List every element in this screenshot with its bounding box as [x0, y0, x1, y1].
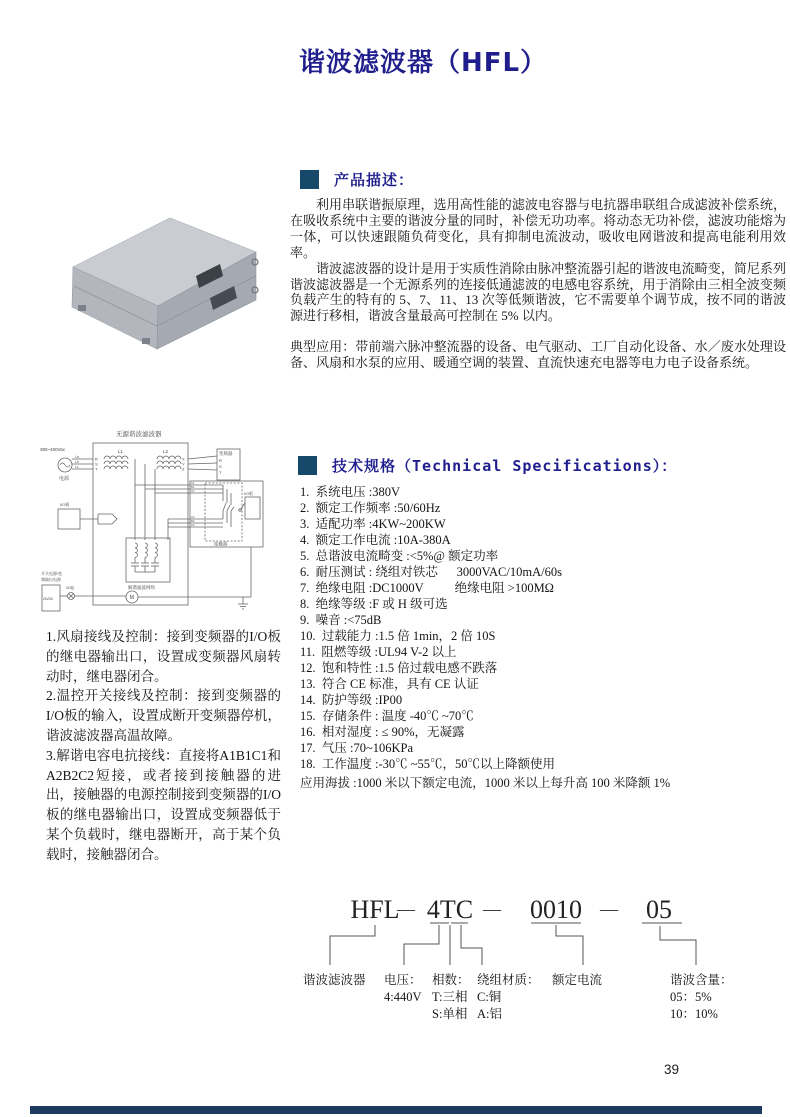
spec-item: 15. 存储条件 : 温度 -40℃ ~70℃: [300, 709, 474, 723]
phase-label: La: [75, 455, 79, 459]
spec-item: 9. 噪音 :<75dB: [300, 613, 382, 627]
connector-voltage: [404, 925, 439, 965]
model-label-voltage: 电压： 4:440V: [384, 973, 422, 1004]
vfd-label: 变频器: [219, 451, 233, 456]
io-board-box: [245, 497, 260, 519]
terminal-a1: A1: [191, 481, 195, 485]
motor-label: M: [129, 595, 134, 602]
model-dash: —: [483, 899, 501, 919]
wiring-notes: [46, 627, 281, 865]
spec-item: 1. 系统电压 :380V: [300, 485, 401, 499]
spec-item: 11. 阻燃等级 :UL94 V-2 以上: [300, 645, 457, 659]
inductor-label-L1: L1: [118, 449, 124, 454]
input-terminal: R: [95, 456, 98, 462]
section-square-icon: [298, 456, 317, 475]
section-product-description: [300, 169, 414, 190]
vfd-terminal: S: [219, 464, 222, 469]
aux-box-label: 24VDC: [43, 597, 54, 601]
footer-bar: [30, 1106, 762, 1114]
description-paragraph: 谐波滤波器的设计是用于实质性消除由脉冲整流器引起的谐波电流畸变，简尼系列谐波滤波器是一个无源系列的连接低通滤波的电感电容系统，用于消除由三相全波变频负载产生的特有的 5、7、11、13 次等低频谐波，它不需要单个调节成，按不同的谐波源进行移相，谐波含量最高可控制在 5% 以内。: [290, 260, 786, 324]
spec-item: 5. 总谐波电流畸变 :<5%@ 额定功率: [300, 549, 499, 563]
input-terminal: S: [95, 461, 98, 467]
output-terminal: Y: [182, 461, 185, 467]
source-voltage: 380~400Vac: [40, 447, 66, 452]
spec-item: 14. 防护等级 :IP00: [300, 693, 403, 707]
model-label-phase: 相数： T:三相 S:单相: [432, 973, 470, 1021]
description-paragraphs: [290, 197, 786, 324]
aux-supply-label: 开关电源/变: [41, 571, 63, 576]
spec-list: [300, 484, 772, 791]
model-label-harmonic: 谐波含量： 05：5% 10：10%: [670, 973, 733, 1021]
aux-supply-label: 频输出电源: [41, 577, 61, 582]
spec-item: 16. 相对湿度 : ≤ 90%，无凝露: [300, 725, 465, 739]
io-board-label-left: I/O板: [60, 502, 70, 507]
phase-label: Lc: [75, 465, 79, 469]
mounting-foot: [142, 338, 150, 344]
input-terminal: T: [95, 466, 98, 472]
wiring-note: 1.风扇接线及控制：接到变频器的I/O板的继电器输出口，设置成变频器风扇转动时，继电器闭合。: [46, 629, 281, 684]
model-dash: —: [397, 899, 415, 919]
page-title: 谐波滤波器（HFL）: [299, 48, 548, 78]
section-heading: 技术规格（Technical Specifications）：: [332, 457, 678, 475]
io-board-label-fuse: I/O板: [66, 586, 75, 590]
spec-item: 10. 过载能力 :1.5 倍 1min，2 倍 10S: [300, 629, 496, 643]
model-segment-0010: 0010: [530, 895, 582, 924]
section-tech-specs: [298, 455, 677, 476]
model-segment-hfl: HFL: [350, 895, 400, 924]
vfd-terminal: T: [219, 470, 222, 475]
connector-hfl: [330, 925, 375, 965]
contactor-outer-box: [190, 481, 263, 547]
filter-network-box: [126, 538, 170, 582]
altitude-note: 应用海拔 :1000 米以下额定电流，1000 米以上每升高 100 米降额 1%: [300, 776, 671, 790]
spec-item: 8. 绝缘等级 :F 或 H 级可选: [300, 597, 448, 611]
terminal-b2: B2: [191, 519, 195, 523]
page-number: 39: [664, 1062, 680, 1077]
description-paragraph: 利用串联谐振原理，选用高性能的滤波电容器与电抗器串联组合成滤波补偿系统，在吸收系统中主要的谐波分量的同时，补偿无功功率。将动态无功补偿，滤波功能熔为一体，可以快速跟随负荷变化，具有抑制电流波动，吸收电网谐波和提高电能利用效率。: [290, 197, 786, 260]
terminal-b1: B1: [191, 485, 195, 489]
spec-item: 7. 绝缘电阻 :DC1000V 绝缘电阻 >100MΩ: [300, 581, 554, 595]
vfd-terminal: R: [219, 458, 222, 463]
source-label: 电源: [59, 476, 70, 482]
wiring-note: 3.解谐电容电抗接线：直接将A1B1C1和A2B2C2短接，或者接到接触器的进出，接触器的电源控制接到变频器的I/O板的继电器输出口，设置成变频器低于某个负载时，继电器断开，高于某个负载时，接触器闭合。: [46, 747, 281, 862]
connector-harmonic: [660, 926, 696, 965]
spec-item: 2. 额定工作频率 :50/60Hz: [300, 501, 441, 515]
spec-item: 4. 额定工作电流 :10A-380A: [300, 533, 451, 547]
network-label: 解谐滤波网络: [128, 585, 155, 590]
spec-item: 6. 耐压测试 : 绕组对铁芯 3000VAC/10mA/60s: [300, 565, 562, 579]
spec-item: 12. 饱和特性 :1.5 倍过载电感不跌落: [300, 661, 498, 675]
mounting-foot: [78, 305, 86, 311]
typical-application: 典型应用：带前端六脉冲整流器的设备、电气驱动、工厂自动化设备、水／废水处理设备、风扇和水泵的应用、暖通空调的装置、直流快速充电器等电力电子设备系统。: [290, 339, 786, 371]
connector-current: [556, 925, 583, 965]
terminal-c2: C2: [191, 523, 195, 527]
io-board-label: I/O板: [244, 492, 253, 496]
section-square-icon: [300, 170, 319, 189]
circuit-title: 无源谐波滤波器: [116, 431, 162, 438]
spec-item: 13. 符合 CE 标准，具有 CE 认证: [300, 677, 479, 691]
model-label-filter: 谐波滤波器: [303, 973, 366, 987]
output-terminal: Z: [182, 466, 185, 472]
output-terminal: X: [182, 456, 185, 462]
terminal-a2: A2: [191, 515, 195, 519]
model-label-winding: 绕组材质： C:铜 A:铝: [477, 973, 540, 1021]
spec-item: 18. 工作温度 :-30℃ ~55℃，50℃以上降额使用: [300, 757, 556, 771]
model-segment-4tc: 4TC: [426, 895, 474, 924]
connector-winding: [461, 925, 482, 965]
model-segment-05: 05: [646, 895, 672, 924]
model-label-current: 额定电流: [552, 973, 603, 987]
wiring-note: 2.温控开关接线及控制：接到变频器的I/O板的输入，设置成断开变频器停机，谐波滤波器高温故障。: [46, 688, 281, 743]
contactor-label: 接触器: [214, 541, 228, 547]
spec-item: 3. 适配功率 :4KW~200KW: [300, 517, 446, 531]
section-heading: 产品描述：: [334, 172, 415, 189]
inductor-label-L2: L2: [163, 449, 169, 454]
model-dash: —: [600, 899, 618, 919]
phase-label: Lb: [75, 460, 79, 464]
io-board-box-left: [58, 509, 80, 529]
terminal-c1: C1: [191, 489, 195, 493]
product-photo: [58, 210, 273, 360]
circuit-diagram: [38, 423, 288, 628]
spec-item: 17. 气压 :70~106KPa: [300, 741, 414, 755]
contactor-dashed-box: [205, 483, 242, 541]
